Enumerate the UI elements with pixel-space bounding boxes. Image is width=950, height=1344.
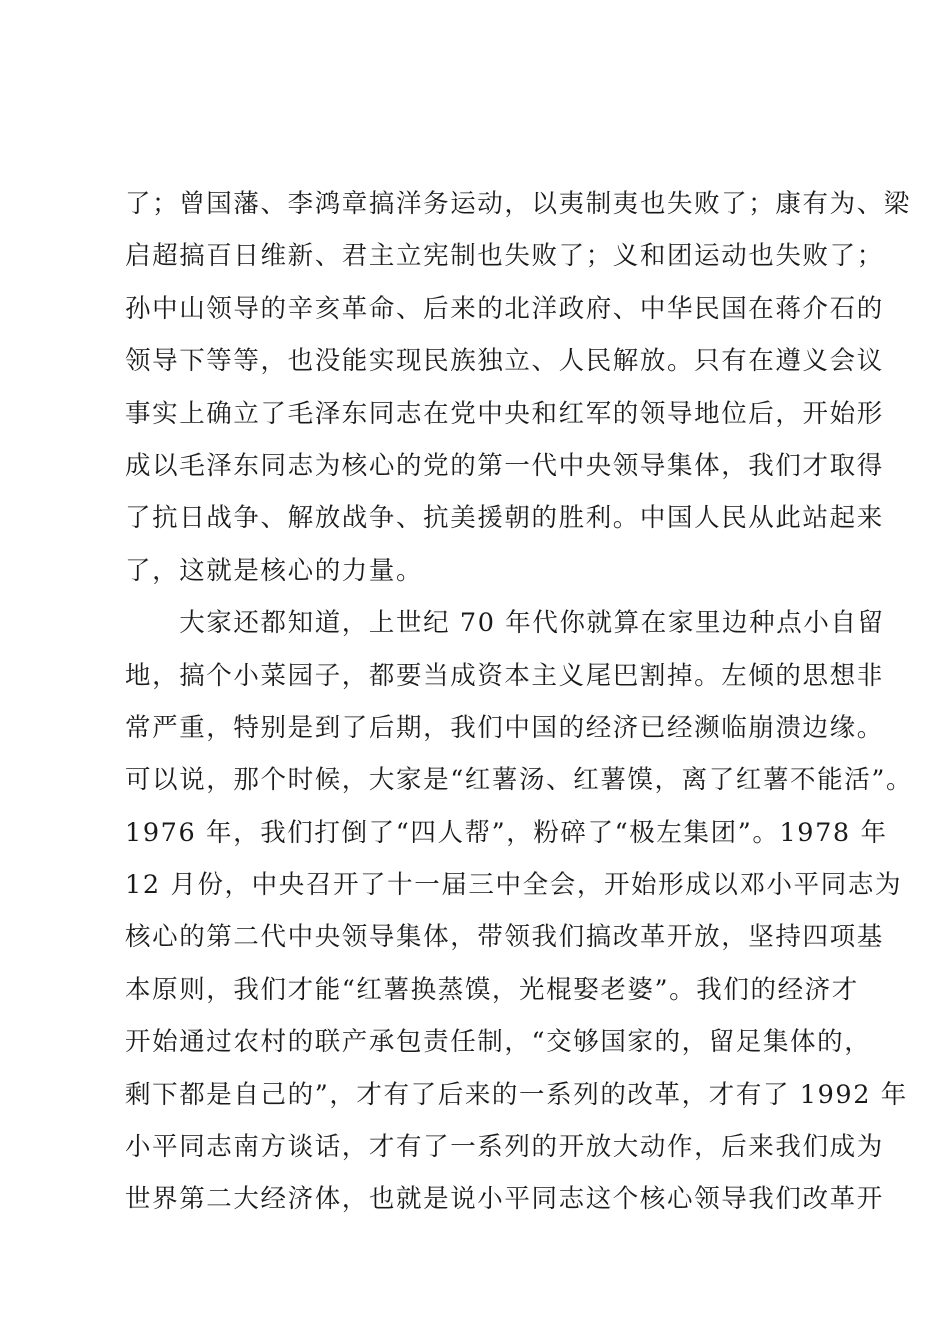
text-line: 本原则，我们才能“红薯换蒸馍，光棍娶老婆”。我们的经济才 — [125, 974, 859, 1005]
text-line: 1976 年，我们打倒了“四人帮”，粉碎了“极左集团”。1978 年 — [125, 817, 888, 848]
text-line: 成以毛泽东同志为核心的党的第一代中央领导集体，我们才取得 — [125, 450, 884, 481]
text-line: 小平同志南方谈话，才有了一系列的开放大动作，后来我们成为 — [125, 1132, 884, 1163]
text-line: 了，这就是核心的力量。 — [125, 555, 424, 586]
text-line: 开始通过农村的联产承包责任制，“交够国家的，留足集体的， — [125, 1027, 872, 1058]
body-text — [125, 178, 914, 1226]
text-line: 地，搞个小菜园子，都要当成资本主义尾巴割掉。左倾的思想非 — [125, 660, 884, 691]
text-line: 了抗日战争、解放战争、抗美援朝的胜利。中国人民从此站起来 — [125, 503, 884, 534]
text-line: 事实上确立了毛泽东同志在党中央和红军的领导地位后，开始形 — [125, 398, 884, 429]
text-line: 常严重，特别是到了后期，我们中国的经济已经濒临崩溃边缘。 — [125, 712, 884, 743]
paragraph-start-line: 大家还都知道，上世纪 70 年代你就算在家里边种点小自留 — [125, 608, 885, 639]
text-line: 世界第二大经济体，也就是说小平同志这个核心领导我们改革开 — [125, 1184, 884, 1215]
text-line: 孙中山领导的辛亥革命、后来的北洋政府、中华民国在蒋介石的 — [125, 293, 884, 324]
text-line: 了；曾国藩、李鸿章搞洋务运动，以夷制夷也失败了；康有为、梁 — [125, 189, 911, 219]
text-line: 启超搞百日维新、君主立宪制也失败了；义和团运动也失败了； — [125, 241, 884, 272]
text-line: 12 月份，中央召开了十一届三中全会，开始形成以邓小平同志为 — [125, 870, 903, 901]
text-line: 核心的第二代中央领导集体，带领我们搞改革开放，坚持四项基 — [125, 922, 884, 953]
text-line: 领导下等等，也没能实现民族独立、人民解放。只有在遵义会议 — [125, 346, 884, 377]
text-line: 剩下都是自己的”，才有了后来的一系列的改革，才有了 1992 年 — [125, 1079, 908, 1110]
text-line: 可以说，那个时候，大家是“红薯汤、红薯馍，离了红薯不能活”。 — [125, 765, 914, 796]
